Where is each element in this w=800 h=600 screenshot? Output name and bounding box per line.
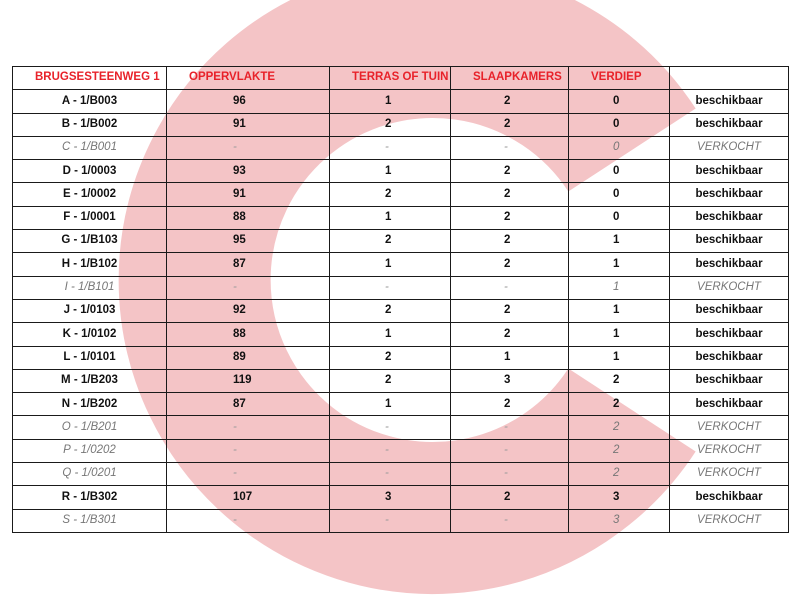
status-cell: beschikbaar — [670, 90, 789, 113]
status-cell: VERKOCHT — [670, 276, 789, 299]
terras-cell: 2 — [330, 346, 451, 369]
header-slaapkamers: SLAAPKAMERS — [451, 67, 569, 90]
slaapkamers-cell: 2 — [451, 183, 569, 206]
verdiep-cell: 2 — [569, 393, 670, 416]
unit-cell: L - 1/0101 — [13, 346, 167, 369]
terras-cell: 2 — [330, 183, 451, 206]
area-cell: 87 — [167, 253, 330, 276]
area-cell: 91 — [167, 183, 330, 206]
area-cell: - — [167, 463, 330, 486]
slaapkamers-cell: 2 — [451, 393, 569, 416]
terras-cell: - — [330, 416, 451, 439]
verdiep-cell: 2 — [569, 439, 670, 462]
verdiep-cell: 3 — [569, 486, 670, 509]
unit-cell: P - 1/0202 — [13, 439, 167, 462]
unit-cell: E - 1/0002 — [13, 183, 167, 206]
slaapkamers-cell: - — [451, 439, 569, 462]
area-cell: 92 — [167, 299, 330, 322]
verdiep-cell: 0 — [569, 113, 670, 136]
table-header-row — [13, 67, 789, 90]
unit-cell: H - 1/B102 — [13, 253, 167, 276]
table-row — [13, 393, 789, 416]
area-cell: - — [167, 136, 330, 159]
verdiep-cell: 1 — [569, 299, 670, 322]
area-cell: 119 — [167, 369, 330, 392]
unit-cell: G - 1/B103 — [13, 230, 167, 253]
area-cell: 87 — [167, 393, 330, 416]
area-cell: - — [167, 509, 330, 532]
area-cell: 88 — [167, 206, 330, 229]
terras-cell: 2 — [330, 299, 451, 322]
table-row — [13, 206, 789, 229]
verdiep-cell: 0 — [569, 183, 670, 206]
table-row — [13, 463, 789, 486]
verdiep-cell: 0 — [569, 136, 670, 159]
table-row — [13, 416, 789, 439]
slaapkamers-cell: 2 — [451, 230, 569, 253]
status-cell: VERKOCHT — [670, 509, 789, 532]
table-row — [13, 90, 789, 113]
unit-cell: B - 1/B002 — [13, 113, 167, 136]
status-cell: VERKOCHT — [670, 439, 789, 462]
area-cell: 95 — [167, 230, 330, 253]
area-cell: - — [167, 439, 330, 462]
verdiep-cell: 1 — [569, 323, 670, 346]
slaapkamers-cell: - — [451, 136, 569, 159]
terras-cell: 3 — [330, 486, 451, 509]
verdiep-cell: 2 — [569, 416, 670, 439]
terras-cell: 1 — [330, 393, 451, 416]
slaapkamers-cell: - — [451, 509, 569, 532]
verdiep-cell: 0 — [569, 90, 670, 113]
table-body — [13, 90, 789, 533]
area-cell: 89 — [167, 346, 330, 369]
terras-cell: - — [330, 509, 451, 532]
status-cell: beschikbaar — [670, 486, 789, 509]
terras-cell: - — [330, 136, 451, 159]
slaapkamers-cell: 2 — [451, 206, 569, 229]
verdiep-cell: 2 — [569, 463, 670, 486]
header-terras: TERRAS OF TUIN — [330, 67, 451, 90]
unit-cell: N - 1/B202 — [13, 393, 167, 416]
unit-cell: Q - 1/0201 — [13, 463, 167, 486]
unit-cell: S - 1/B301 — [13, 509, 167, 532]
terras-cell: 2 — [330, 113, 451, 136]
status-cell: VERKOCHT — [670, 416, 789, 439]
table-row — [13, 323, 789, 346]
area-cell: 91 — [167, 113, 330, 136]
area-cell: 88 — [167, 323, 330, 346]
terras-cell: 1 — [330, 90, 451, 113]
table-row — [13, 369, 789, 392]
terras-cell: 2 — [330, 369, 451, 392]
status-cell: beschikbaar — [670, 113, 789, 136]
status-cell: beschikbaar — [670, 346, 789, 369]
table-row — [13, 113, 789, 136]
verdiep-cell: 2 — [569, 369, 670, 392]
status-cell: VERKOCHT — [670, 136, 789, 159]
unit-cell: R - 1/B302 — [13, 486, 167, 509]
terras-cell: - — [330, 276, 451, 299]
slaapkamers-cell: - — [451, 463, 569, 486]
verdiep-cell: 1 — [569, 346, 670, 369]
table-row — [13, 299, 789, 322]
verdiep-cell: 1 — [569, 253, 670, 276]
status-cell: beschikbaar — [670, 230, 789, 253]
unit-cell: C - 1/B001 — [13, 136, 167, 159]
table-row — [13, 183, 789, 206]
slaapkamers-cell: 2 — [451, 323, 569, 346]
unit-cell: K - 1/0102 — [13, 323, 167, 346]
header-verdiep: VERDIEP — [569, 67, 670, 90]
table-row — [13, 346, 789, 369]
status-cell: beschikbaar — [670, 299, 789, 322]
unit-cell: M - 1/B203 — [13, 369, 167, 392]
status-cell: beschikbaar — [670, 160, 789, 183]
terras-cell: 1 — [330, 253, 451, 276]
table-row — [13, 160, 789, 183]
header-unit: BRUGSESTEENWEG 1 — [13, 67, 167, 90]
terras-cell: 2 — [330, 230, 451, 253]
table-row — [13, 486, 789, 509]
area-cell: - — [167, 276, 330, 299]
table-row — [13, 509, 789, 532]
area-cell: 96 — [167, 90, 330, 113]
unit-cell: O - 1/B201 — [13, 416, 167, 439]
status-cell: beschikbaar — [670, 323, 789, 346]
status-cell: VERKOCHT — [670, 463, 789, 486]
terras-cell: 1 — [330, 206, 451, 229]
status-cell: beschikbaar — [670, 393, 789, 416]
status-cell: beschikbaar — [670, 206, 789, 229]
slaapkamers-cell: - — [451, 276, 569, 299]
unit-cell: F - 1/0001 — [13, 206, 167, 229]
slaapkamers-cell: 2 — [451, 253, 569, 276]
table-row — [13, 136, 789, 159]
area-cell: - — [167, 416, 330, 439]
unit-cell: D - 1/0003 — [13, 160, 167, 183]
slaapkamers-cell: 2 — [451, 160, 569, 183]
table-row — [13, 276, 789, 299]
verdiep-cell: 1 — [569, 230, 670, 253]
table-row — [13, 439, 789, 462]
slaapkamers-cell: 1 — [451, 346, 569, 369]
header-area: OPPERVLAKTE — [167, 67, 330, 90]
units-table — [12, 66, 789, 533]
slaapkamers-cell: 2 — [451, 90, 569, 113]
verdiep-cell: 0 — [569, 160, 670, 183]
unit-cell: A - 1/B003 — [13, 90, 167, 113]
verdiep-cell: 1 — [569, 276, 670, 299]
terras-cell: 1 — [330, 160, 451, 183]
unit-cell: J - 1/0103 — [13, 299, 167, 322]
terras-cell: 1 — [330, 323, 451, 346]
header-status — [670, 67, 789, 90]
area-cell: 93 — [167, 160, 330, 183]
status-cell: beschikbaar — [670, 369, 789, 392]
terras-cell: - — [330, 463, 451, 486]
unit-cell: I - 1/B101 — [13, 276, 167, 299]
slaapkamers-cell: 2 — [451, 299, 569, 322]
slaapkamers-cell: 2 — [451, 113, 569, 136]
terras-cell: - — [330, 439, 451, 462]
verdiep-cell: 0 — [569, 206, 670, 229]
verdiep-cell: 3 — [569, 509, 670, 532]
status-cell: beschikbaar — [670, 183, 789, 206]
table-row — [13, 253, 789, 276]
status-cell: beschikbaar — [670, 253, 789, 276]
slaapkamers-cell: 3 — [451, 369, 569, 392]
table-row — [13, 230, 789, 253]
area-cell: 107 — [167, 486, 330, 509]
slaapkamers-cell: 2 — [451, 486, 569, 509]
slaapkamers-cell: - — [451, 416, 569, 439]
